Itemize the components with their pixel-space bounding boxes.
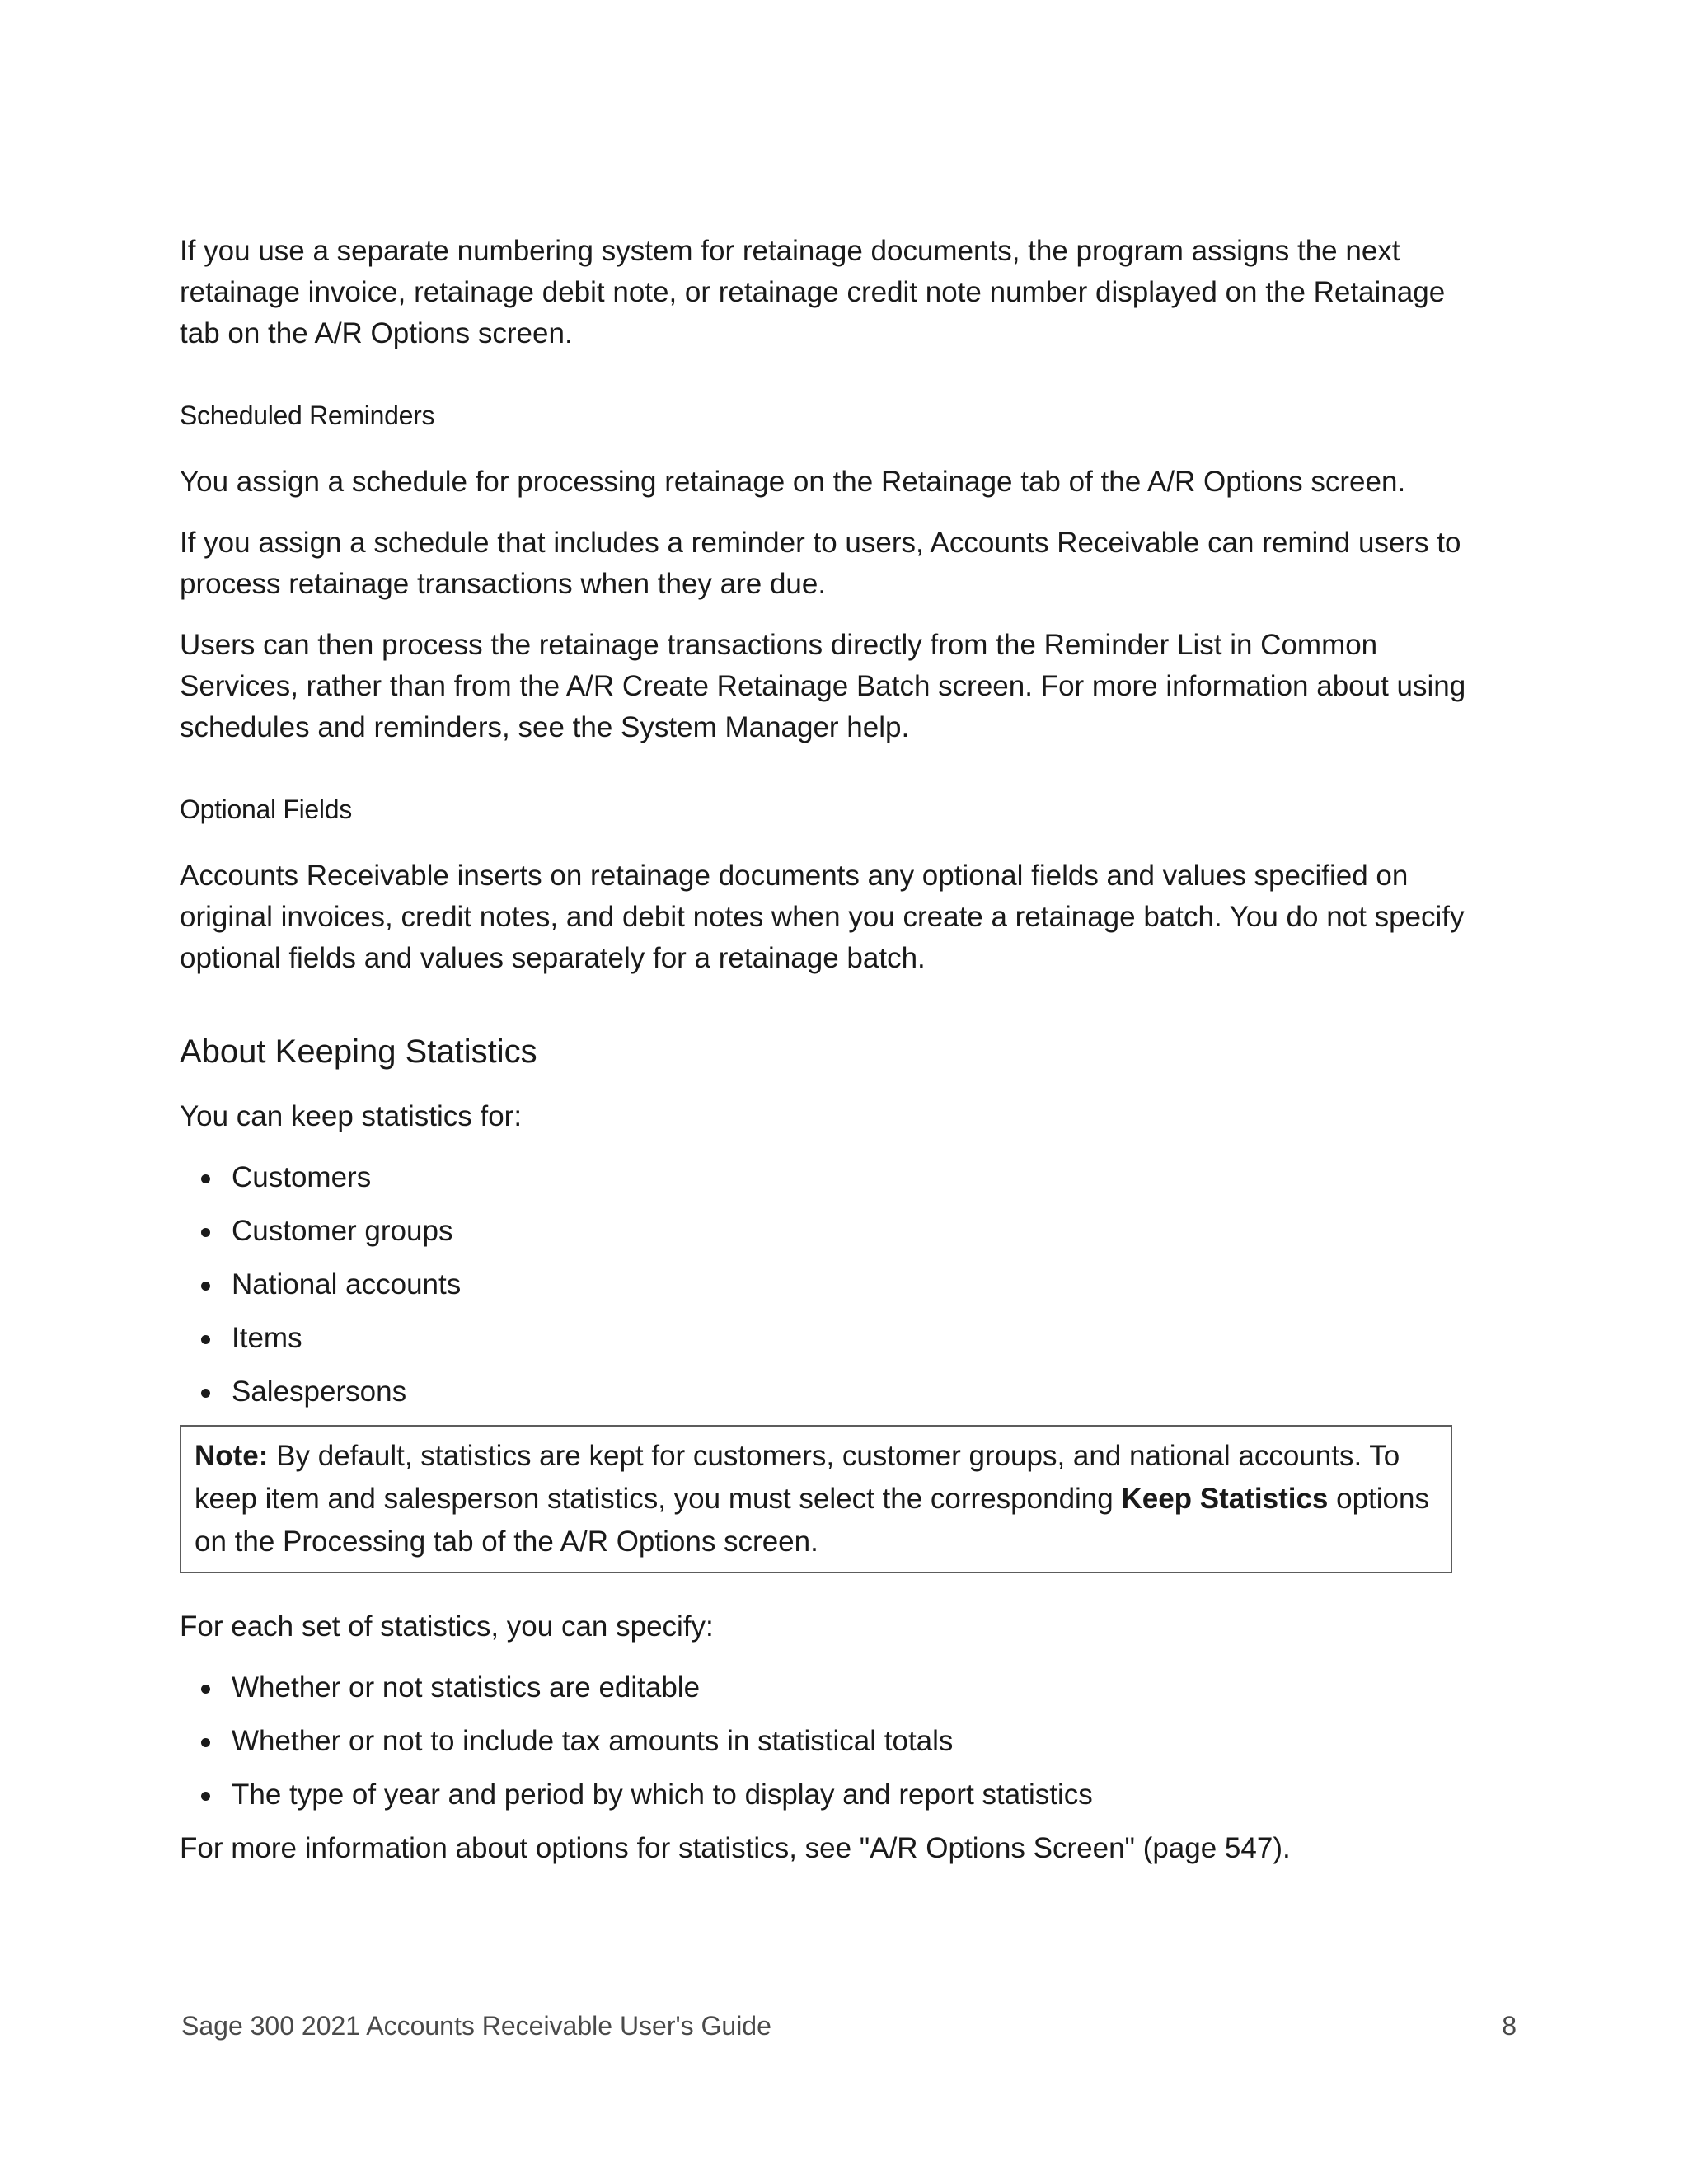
bullet-icon <box>201 1389 210 1398</box>
list-item: Customer groups <box>180 1211 1482 1252</box>
list-item: Whether or not to include tax amounts in statistical totals <box>180 1721 1482 1762</box>
bullet-icon <box>201 1228 210 1237</box>
list-item: Whether or not statistics are editable <box>180 1667 1482 1708</box>
page-number: 8 <box>1502 2011 1517 2041</box>
keep-statistics-term: Keep Statistics <box>1121 1483 1329 1515</box>
page-footer <box>181 2008 1517 2044</box>
keeping-statistics-heading: About Keeping Statistics <box>180 1033 537 1070</box>
optional-fields-paragraph: Accounts Receivable inserts on retainage documents any optional fields and values specified on original invoices, credit notes, and debit notes when you create a retainage batch. You do not specify optional fields and values separately for a retainage batch. <box>180 860 1465 974</box>
keeping-statistics-intro: You can keep statistics for: <box>180 1100 523 1132</box>
bullet-icon <box>201 1792 210 1801</box>
scheduled-reminders-heading: Scheduled Reminders <box>180 401 435 430</box>
footer-title: Sage 300 2021 Accounts Receivable User's Guide <box>181 2011 771 2041</box>
note-label: Note: <box>195 1440 269 1472</box>
document-body <box>180 231 1482 1869</box>
note-text: Note: By default, statistics are kept for customers, customer groups, and national accounts. To keep item and salesperson statistics, you must select the corresponding Keep Statistics options on the Processing tab of the A/R Options screen. <box>195 1440 1429 1558</box>
statistics-types-list <box>180 1157 1482 1413</box>
intro-paragraph: If you use a separate numbering system for retainage documents, the program assigns the next retainage invoice, retainage debit note, or retainage credit note number displayed on the Retainage tab on the A/R Options screen. <box>180 235 1446 349</box>
bullet-icon <box>201 1685 210 1694</box>
more-info-paragraph: For more information about options for statistics, see "A/R Options Screen" (page 547). <box>180 1832 1291 1864</box>
list-item: Salespersons <box>180 1371 1482 1413</box>
optional-fields-heading: Optional Fields <box>180 794 352 824</box>
bullet-icon <box>201 1738 210 1747</box>
specify-intro: For each set of statistics, you can specify: <box>180 1610 714 1643</box>
scheduled-reminders-paragraph-2: If you assign a schedule that includes a reminder to users, Accounts Receivable can remind users to process retainage transactions when they are due. <box>180 527 1461 600</box>
bullet-icon <box>201 1282 210 1291</box>
list-item: National accounts <box>180 1264 1482 1305</box>
scheduled-reminders-paragraph-3: Users can then process the retainage transactions directly from the Reminder List in Common Services, rather than from the A/R Create Retainage Batch screen. For more information about using schedules and reminders, see the System Manager help. <box>180 629 1466 743</box>
bullet-icon <box>201 1335 210 1344</box>
list-item: The type of year and period by which to display and report statistics <box>180 1774 1482 1816</box>
note-box <box>180 1425 1452 1573</box>
list-item: Customers <box>180 1157 1482 1198</box>
scheduled-reminders-paragraph-1: You assign a schedule for processing retainage on the Retainage tab of the A/R Options screen. <box>180 466 1406 498</box>
statistics-options-list <box>180 1667 1482 1816</box>
bullet-icon <box>201 1174 210 1183</box>
list-item: Items <box>180 1318 1482 1359</box>
